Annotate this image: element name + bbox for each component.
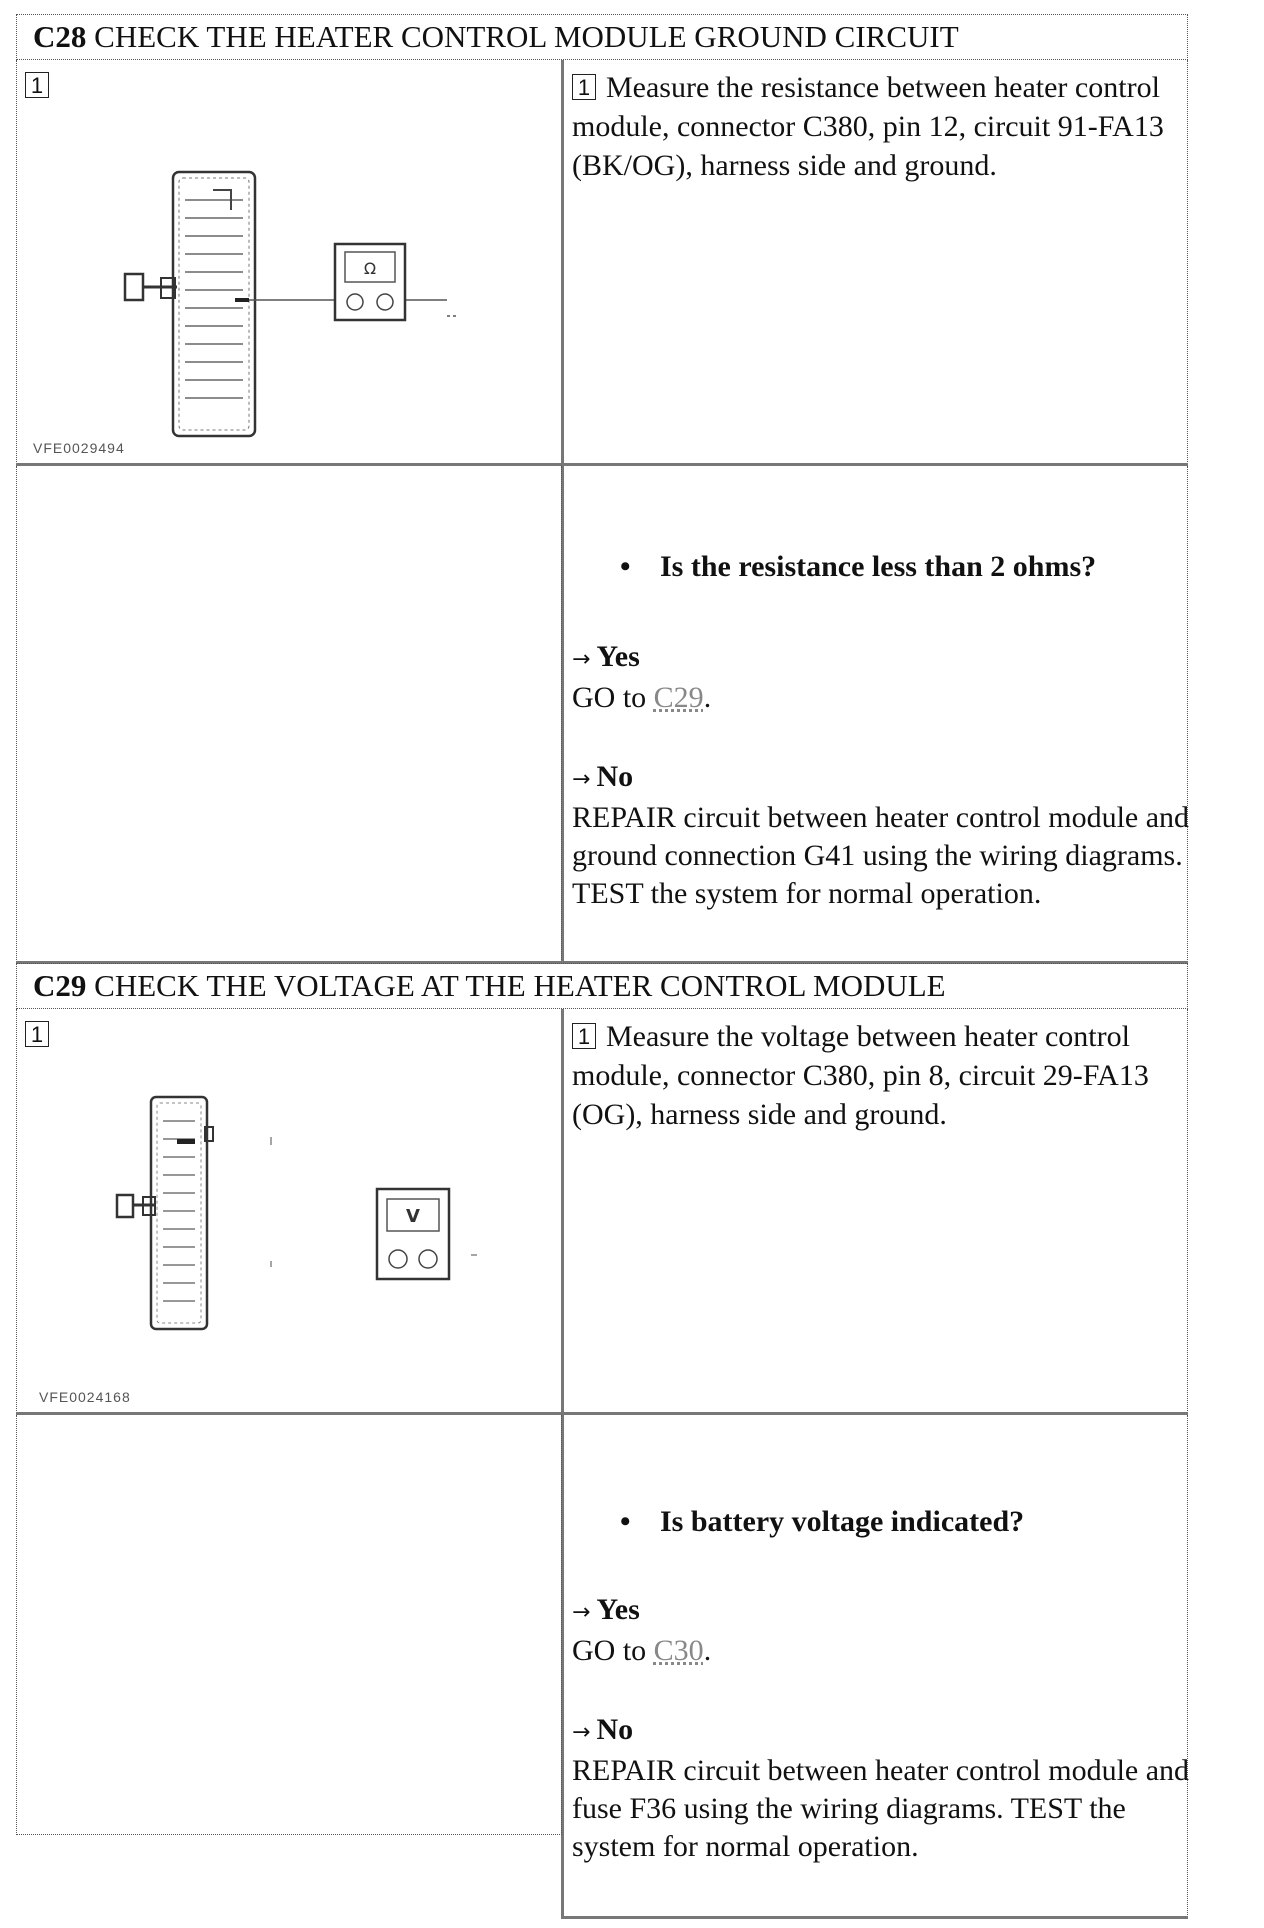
instruction-cell	[564, 60, 1188, 464]
link-c30[interactable]: C30	[653, 1634, 704, 1667]
no-text: REPAIR circuit between heater control module and fuse F36 using the wiring diagrams. TEST the system for normal operation.	[572, 1754, 1190, 1863]
no-outcome	[572, 1711, 1192, 1866]
empty-cell	[16, 466, 562, 964]
arrow-icon: →	[572, 647, 591, 672]
question: • Is battery voltage indicated?	[620, 1505, 1025, 1538]
meter-symbol: Ω	[363, 259, 377, 278]
yes-suffix: .	[703, 681, 712, 714]
no-label: No	[596, 760, 634, 793]
no-outcome	[572, 758, 1192, 913]
step-number-box: 1	[25, 72, 49, 98]
figure-code: VFE0024168	[39, 1389, 131, 1405]
section-c28	[16, 14, 1188, 964]
figure-cell	[16, 60, 562, 464]
empty-cell	[16, 1415, 562, 1835]
step-number-box: 1	[25, 1021, 49, 1047]
section-header	[16, 14, 1188, 60]
ohmmeter-diagram	[17, 60, 563, 464]
step-title: CHECK THE HEATER CONTROL MODULE GROUND CIRCUIT	[94, 19, 959, 54]
no-text: REPAIR circuit between heater control module and ground connection G41 using the wiring diagrams. TEST the system for normal operation.	[572, 801, 1190, 910]
question: • Is the resistance less than 2 ohms?	[620, 550, 1097, 583]
step-title: CHECK THE VOLTAGE AT THE HEATER CONTROL MODULE	[94, 968, 946, 1003]
row-separator	[564, 1916, 1188, 1919]
arrow-icon: →	[572, 767, 591, 792]
instruction-text: Measure the resistance between heater control module, connector C380, pin 12, circuit 91-FA13 (BK/OG), harness side and ground.	[572, 71, 1164, 182]
section-c29	[16, 963, 1188, 1928]
step-number-box: 1	[572, 74, 596, 100]
step-code: C28	[33, 19, 87, 54]
link-c29[interactable]: C29	[653, 681, 704, 714]
instruction-cell	[564, 1009, 1188, 1413]
figure-cell	[16, 1009, 562, 1413]
instruction	[572, 68, 1192, 185]
yes-suffix: .	[703, 1634, 712, 1667]
question-text: Is battery voltage indicated?	[660, 1505, 1025, 1538]
yes-outcome	[572, 1591, 1192, 1670]
decision-cell	[564, 1415, 1188, 1919]
yes-label: Yes	[596, 1593, 640, 1626]
yes-text: GO to	[572, 681, 654, 714]
arrow-icon: →	[572, 1720, 591, 1745]
step-code: C29	[33, 968, 87, 1003]
instruction	[572, 1017, 1192, 1134]
yes-label: Yes	[596, 640, 640, 673]
instruction-text: Measure the voltage between heater control module, connector C380, pin 8, circuit 29-FA13 (OG), harness side and ground.	[572, 1020, 1149, 1131]
arrow-icon: →	[572, 1600, 591, 1625]
decision-cell	[564, 466, 1188, 964]
no-label: No	[596, 1713, 634, 1746]
section-header	[16, 963, 1188, 1009]
meter-symbol: V	[406, 1206, 420, 1227]
yes-outcome	[572, 638, 1192, 717]
voltmeter-diagram	[17, 1009, 563, 1413]
step-number-box: 1	[572, 1023, 596, 1049]
figure-code: VFE0029494	[33, 440, 125, 456]
yes-text: GO to	[572, 1634, 654, 1667]
question-text: Is the resistance less than 2 ohms?	[660, 550, 1097, 583]
